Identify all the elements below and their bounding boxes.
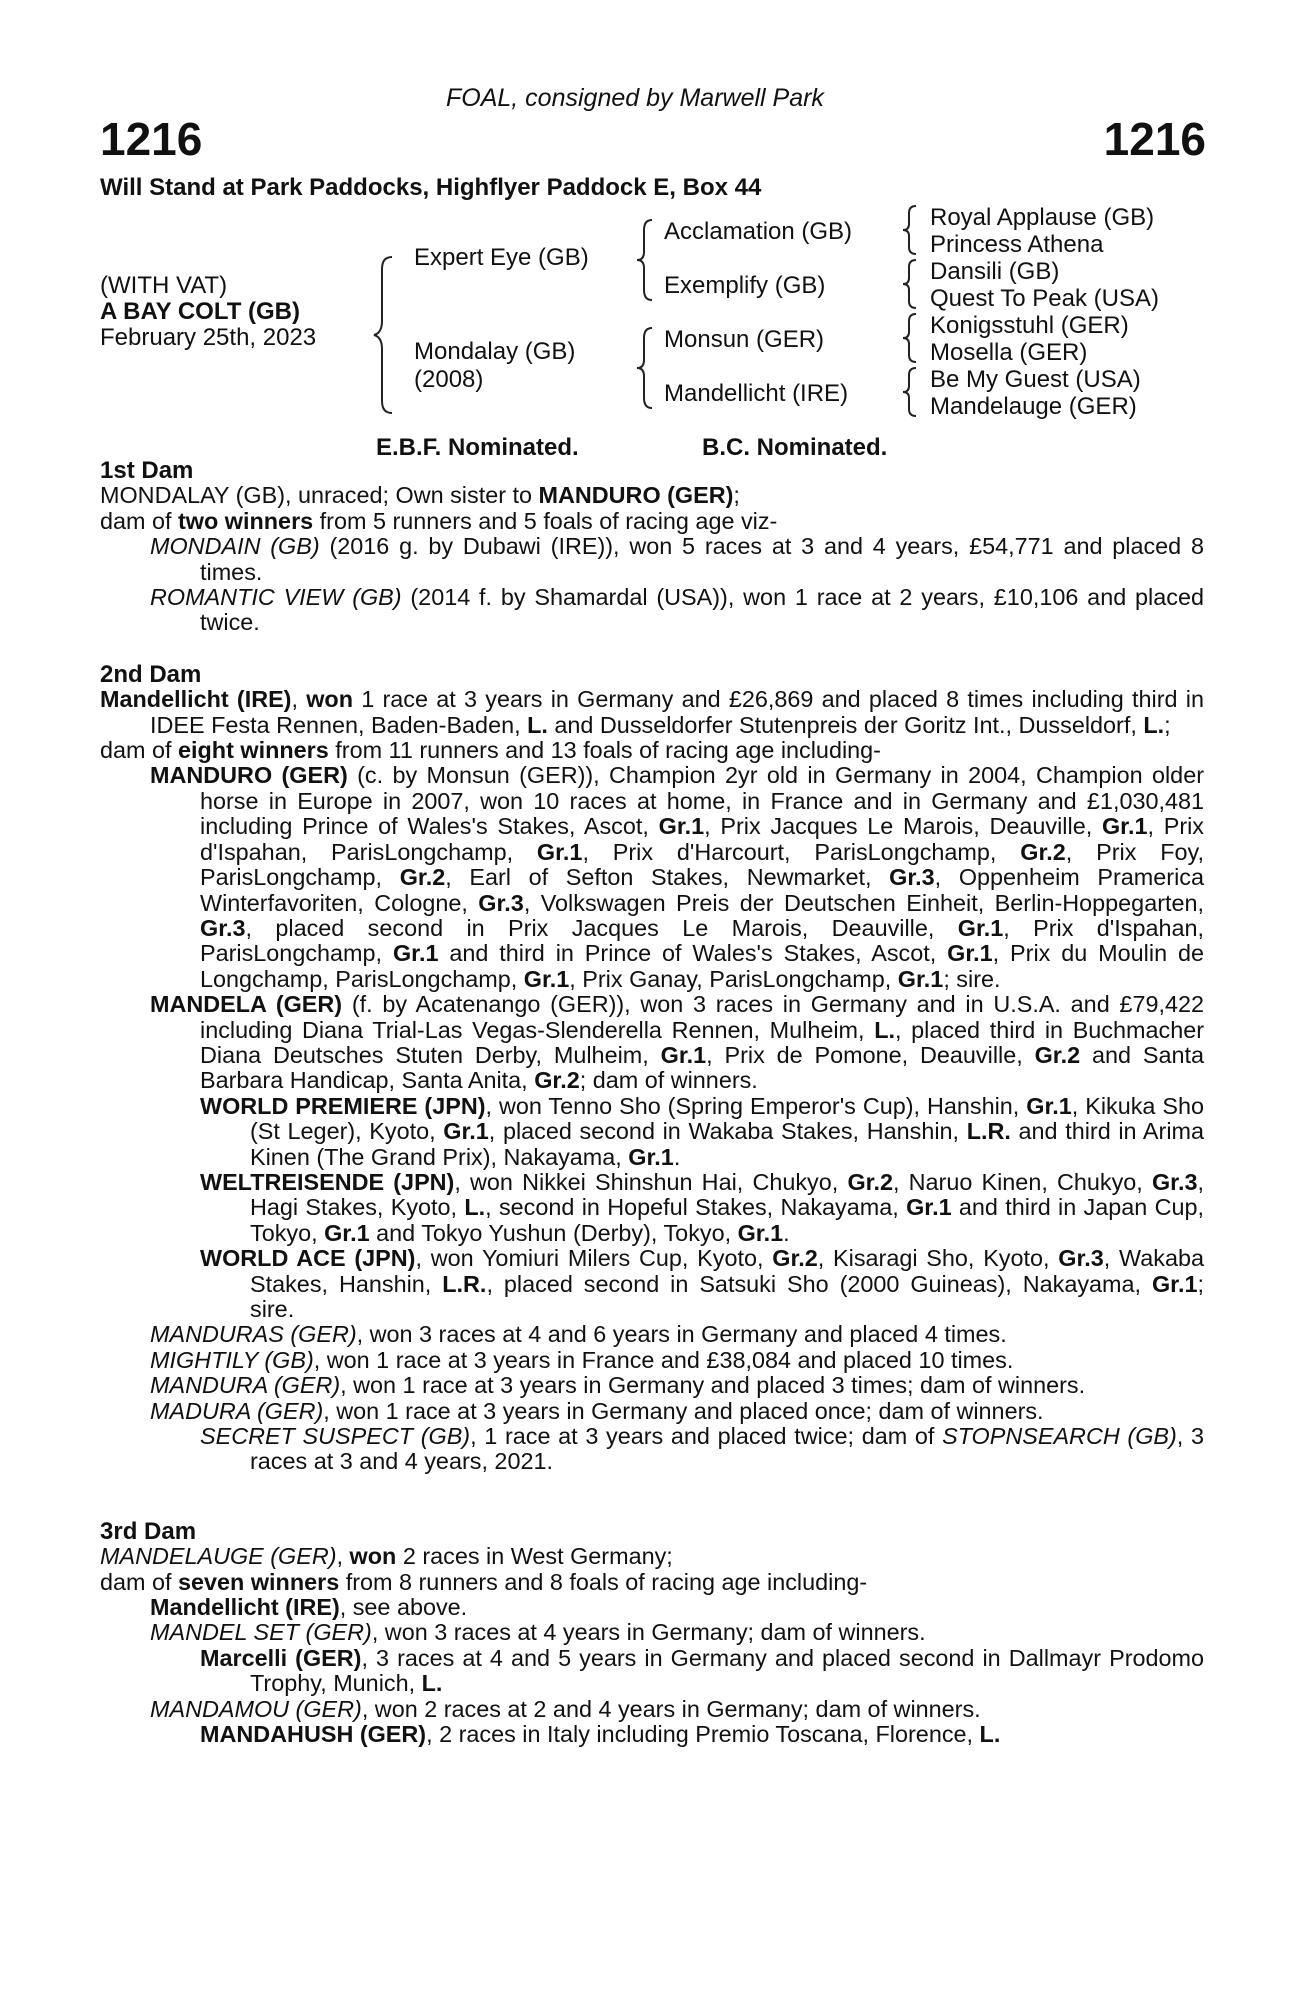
pedigree-ddd: Mandelauge (GER) — [930, 393, 1137, 420]
stand-location: Will Stand at Park Paddocks, Highflyer Paddock E, Box 44 — [100, 174, 762, 201]
pedigree-dam: Mondalay (GB) — [414, 338, 576, 365]
second-dam-produce: dam of eight winners from 11 runners and 13 foals of racing age including- — [100, 737, 881, 764]
first-dam-entry-mondain: MONDAIN (GB) (2016 g. by Dubawi (IRE)), won 5 races at 3 and 4 years, £54,771 and placed 8 times. — [150, 533, 1205, 585]
horse-name: A BAY COLT (GB) — [100, 298, 301, 325]
entry-madura: MADURA (GER), won 1 race at 3 years in Germany and placed once; dam of winners. — [150, 1397, 1044, 1424]
first-dam-entry-romantic-view: ROMANTIC VIEW (GB) (2014 f. by Shamardal (USA)), won 1 race at 2 years, £10,106 and placed twice. — [150, 584, 1204, 636]
pedigree-dss: Konigsstuhl (GER) — [930, 312, 1129, 339]
pedigree-brace-main — [370, 255, 400, 415]
pedigree-brace-ds — [900, 312, 920, 364]
entry-mandahush: MANDAHUSH (GER), 2 races in Italy including Premio Toscana, Florence, L. — [200, 1721, 1001, 1748]
bc-nomination: B.C. Nominated. — [702, 434, 888, 461]
pedigree-dds: Be My Guest (USA) — [930, 366, 1141, 393]
entry-mandellicht: Mandellicht (IRE), see above. — [150, 1594, 468, 1621]
entry-manduras: MANDURAS (GER), won 3 races at 4 and 6 years in Germany and placed 4 times. — [150, 1321, 1007, 1348]
entry-mightily: MIGHTILY (GB), won 1 race at 3 years in France and £38,084 and placed 10 times. — [150, 1346, 1014, 1373]
entry-mandela: MANDELA (GER) (f. by Acatenango (GER)), won 3 races in Germany and in U.S.A. and £79,422 including Diana Trial-Las Vegas-Slenderella Rennen, Mulheim, L., placed third in Buchmacher Diana Deutsches Stuten Derby, Mulheim, Gr.1, Prix de Pomone, Deauville, Gr.2 and Santa Barbara Handicap, Santa Anita, Gr.2; dam of winners. — [150, 991, 1205, 1094]
second-dam-intro: Mandellicht (IRE), won 1 race at 3 years in Germany and £26,869 and placed 8 times including third in IDEE Festa Rennen, Baden-Baden, L. and Dusseldorfer Stutenpreis der Goritz Int., Dusseldorf, L.; — [100, 686, 1205, 738]
entry-mandel-set: MANDEL SET (GER), won 3 races at 4 years in Germany; dam of winners. — [150, 1619, 926, 1646]
pedigree-ssd: Princess Athena — [930, 231, 1104, 258]
horse-dob: February 25th, 2023 — [100, 324, 317, 351]
pedigree-dsd: Mosella (GER) — [930, 339, 1088, 366]
pedigree-brace-sd — [900, 258, 920, 310]
pedigree-dd: Mandellicht (IRE) — [664, 380, 849, 407]
third-dam-intro: MANDELAUGE (GER), won 2 races in West Germany; — [100, 1543, 673, 1570]
pedigree-brace-ss — [900, 204, 920, 256]
pedigree-dam-year: (2008) — [414, 366, 484, 393]
entry-mandura: MANDURA (GER), won 1 race at 3 years in Germany and placed 3 times; dam of winners. — [150, 1372, 1086, 1399]
lot-number-left: 1216 — [100, 113, 203, 165]
entry-world-ace: WORLD ACE (JPN), won Yomiuri Milers Cup, Kyoto, Gr.2, Kisaragi Sho, Kyoto, Gr.3, Wakaba Stakes, Hanshin, L.R., placed second in Satsuki Sho (2000 Guineas), Nakayama, Gr.1; sire. — [200, 1245, 1204, 1322]
pedigree-brace-sire — [634, 218, 658, 302]
pedigree-ds: Monsun (GER) — [664, 326, 825, 353]
catalogue-body — [100, 458, 1204, 1748]
second-dam-heading: 2nd Dam — [100, 660, 202, 688]
ebf-nomination: E.B.F. Nominated. — [376, 434, 579, 461]
pedigree-ss: Acclamation (GB) — [664, 218, 853, 245]
pedigree-sd: Exemplify (GB) — [664, 272, 826, 299]
third-dam-heading: 3rd Dam — [100, 1517, 197, 1545]
first-dam-intro: MONDALAY (GB), unraced; Own sister to MANDURO (GER); — [100, 482, 740, 509]
pedigree-brace-dam — [634, 326, 658, 410]
third-dam-produce: dam of seven winners from 8 runners and 8 foals of racing age including- — [100, 1568, 868, 1595]
pedigree-sss: Royal Applause (GB) — [930, 204, 1155, 231]
entry-manduro: MANDURO (GER) (c. by Monsun (GER)), Champion 2yr old in Germany in 2004, Champion older horse in Europe in 2007, won 10 races at home, in France and in Germany and £1,030,481 including Prince of Wales's Stakes, Ascot, Gr.1, Prix Jacques Le Marois, Deauville, Gr.1, Prix d'Ispahan, ParisLongchamp, Gr.1, Prix d'Harcourt, ParisLongchamp, Gr.2, Prix Foy, ParisLongchamp, Gr.2, Earl of Sefton Stakes, Newmarket, Gr.3, Oppenheim Pramerica Winterfavoriten, Cologne, Gr.3, Volkswagen Preis der Deutschen Einheit, Berlin-Hoppegarten, Gr.3, placed second in Prix Jacques Le Marois, Deauville, Gr.1, Prix d'Ispahan, ParisLongchamp, Gr.1 and third in Prince of Wales's Stakes, Ascot, Gr.1, Prix du Moulin de Longchamp, ParisLongchamp, Gr.1, Prix Ganay, ParisLongchamp, Gr.1; sire. — [150, 762, 1205, 992]
consignor-line: FOAL, consigned by Marwell Park — [446, 84, 824, 112]
lot-number-right: 1216 — [1103, 113, 1206, 165]
pedigree-sire: Expert Eye (GB) — [414, 244, 589, 271]
pedigree-sds: Dansili (GB) — [930, 258, 1060, 285]
entry-mandamou: MANDAMOU (GER), won 2 races at 2 and 4 years in Germany; dam of winners. — [150, 1695, 981, 1722]
pedigree-brace-dd — [900, 366, 920, 418]
first-dam-produce: dam of two winners from 5 runners and 5 foals of racing age viz- — [100, 507, 778, 534]
vat-note: (WITH VAT) — [100, 272, 228, 299]
entry-secret-suspect: SECRET SUSPECT (GB), 1 race at 3 years and placed twice; dam of STOPNSEARCH (GB), 3 races at 3 and 4 years, 2021. — [200, 1423, 1204, 1475]
pedigree-sdd: Quest To Peak (USA) — [930, 285, 1159, 312]
first-dam-heading: 1st Dam — [100, 457, 194, 484]
entry-marcelli: Marcelli (GER), 3 races at 4 and 5 years in Germany and placed second in Dallmayr Prodomo Trophy, Munich, L. — [200, 1644, 1205, 1697]
entry-weltreisende: WELTREISENDE (JPN), won Nikkei Shinshun Hai, Chukyo, Gr.2, Naruo Kinen, Chukyo, Gr.3, Hagi Stakes, Kyoto, L., second in Hopeful Stakes, Nakayama, Gr.1 and third in Japan Cup, Tokyo, Gr.1 and Tokyo Yushun (Derby), Tokyo, Gr.1. — [200, 1168, 1205, 1246]
entry-world-premiere: WORLD PREMIERE (JPN), won Tenno Sho (Spring Emperor's Cup), Hanshin, Gr.1, Kikuka Sho (St Leger), Kyoto, Gr.1, placed second in Wakaba Stakes, Hanshin, L.R. and third in Arima Kinen (The Grand Prix), Nakayama, Gr.1. — [200, 1092, 1205, 1170]
